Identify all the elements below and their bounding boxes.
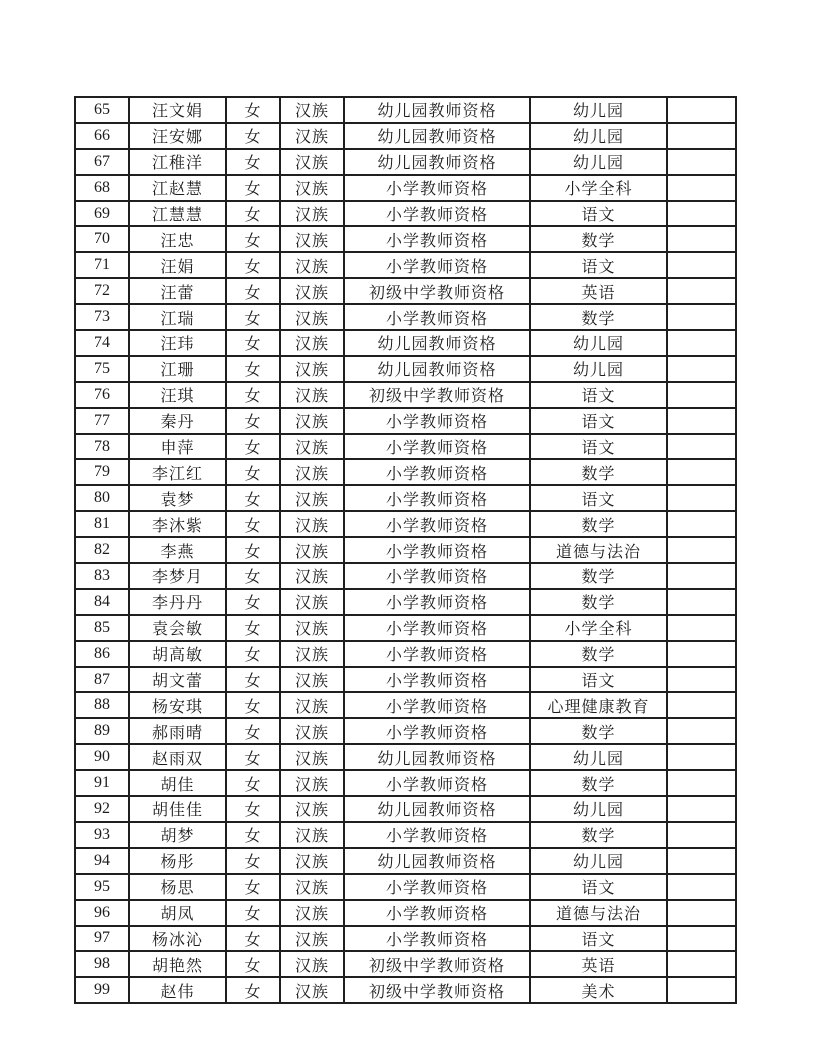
table-row [75, 977, 736, 1003]
remark-cell [667, 951, 736, 977]
remark-cell [667, 563, 736, 589]
ethnicity-cell: 汉族 [280, 226, 344, 252]
table-row [75, 382, 736, 408]
gender-cell: 女 [226, 278, 280, 304]
subject-cell: 幼儿园 [530, 744, 667, 770]
qualification-type-cell: 幼儿园教师资格 [344, 744, 530, 770]
qualification-type-cell: 幼儿园教师资格 [344, 330, 530, 356]
qualification-type-cell: 初级中学教师资格 [344, 951, 530, 977]
name-cell: 江赵慧 [129, 175, 226, 201]
gender-cell: 女 [226, 977, 280, 1003]
serial-number-cell: 72 [75, 278, 129, 304]
ethnicity-cell: 汉族 [280, 589, 344, 615]
gender-cell: 女 [226, 563, 280, 589]
qualification-type-cell: 小学教师资格 [344, 201, 530, 227]
table-row [75, 408, 736, 434]
name-cell: 赵雨双 [129, 744, 226, 770]
ethnicity-cell: 汉族 [280, 615, 344, 641]
qualification-type-cell: 小学教师资格 [344, 459, 530, 485]
remark-cell [667, 926, 736, 952]
subject-cell: 小学全科 [530, 175, 667, 201]
gender-cell: 女 [226, 615, 280, 641]
gender-cell: 女 [226, 511, 280, 537]
ethnicity-cell: 汉族 [280, 874, 344, 900]
subject-cell: 幼儿园 [530, 848, 667, 874]
gender-cell: 女 [226, 589, 280, 615]
name-cell: 汪安娜 [129, 123, 226, 149]
subject-cell: 语文 [530, 408, 667, 434]
serial-number-cell: 81 [75, 511, 129, 537]
subject-cell: 语文 [530, 874, 667, 900]
subject-cell: 数学 [530, 589, 667, 615]
gender-cell: 女 [226, 382, 280, 408]
table-row [75, 330, 736, 356]
name-cell: 袁梦 [129, 485, 226, 511]
gender-cell: 女 [226, 97, 280, 123]
serial-number-cell: 88 [75, 692, 129, 718]
ethnicity-cell: 汉族 [280, 408, 344, 434]
name-cell: 杨安琪 [129, 692, 226, 718]
table-row [75, 459, 736, 485]
subject-cell: 数学 [530, 822, 667, 848]
serial-number-cell: 74 [75, 330, 129, 356]
qualification-type-cell: 小学教师资格 [344, 408, 530, 434]
name-cell: 胡佳 [129, 770, 226, 796]
remark-cell [667, 900, 736, 926]
serial-number-cell: 78 [75, 434, 129, 460]
name-cell: 李梦月 [129, 563, 226, 589]
qualification-type-cell: 初级中学教师资格 [344, 278, 530, 304]
qualification-type-cell: 小学教师资格 [344, 563, 530, 589]
qualification-type-cell: 小学教师资格 [344, 900, 530, 926]
table-row [75, 485, 736, 511]
table-row [75, 201, 736, 227]
qualification-type-cell: 小学教师资格 [344, 874, 530, 900]
serial-number-cell: 90 [75, 744, 129, 770]
ethnicity-cell: 汉族 [280, 175, 344, 201]
remark-cell [667, 382, 736, 408]
serial-number-cell: 84 [75, 589, 129, 615]
ethnicity-cell: 汉族 [280, 563, 344, 589]
qualification-type-cell: 小学教师资格 [344, 434, 530, 460]
qualification-type-cell: 幼儿园教师资格 [344, 848, 530, 874]
ethnicity-cell: 汉族 [280, 848, 344, 874]
qualification-type-cell: 幼儿园教师资格 [344, 796, 530, 822]
name-cell: 汪蕾 [129, 278, 226, 304]
serial-number-cell: 69 [75, 201, 129, 227]
serial-number-cell: 96 [75, 900, 129, 926]
serial-number-cell: 73 [75, 304, 129, 330]
name-cell: 申萍 [129, 434, 226, 460]
table-row [75, 149, 736, 175]
serial-number-cell: 87 [75, 667, 129, 693]
remark-cell [667, 718, 736, 744]
qualification-type-cell: 小学教师资格 [344, 667, 530, 693]
gender-cell: 女 [226, 201, 280, 227]
gender-cell: 女 [226, 667, 280, 693]
subject-cell: 心理健康教育 [530, 692, 667, 718]
table-row [75, 434, 736, 460]
table-row [75, 356, 736, 382]
gender-cell: 女 [226, 434, 280, 460]
remark-cell [667, 123, 736, 149]
qualification-type-cell: 初级中学教师资格 [344, 977, 530, 1003]
subject-cell: 幼儿园 [530, 97, 667, 123]
serial-number-cell: 85 [75, 615, 129, 641]
teacher-roster-table [74, 96, 737, 1004]
gender-cell: 女 [226, 459, 280, 485]
remark-cell [667, 615, 736, 641]
name-cell: 汪琪 [129, 382, 226, 408]
subject-cell: 幼儿园 [530, 796, 667, 822]
remark-cell [667, 485, 736, 511]
name-cell: 李江红 [129, 459, 226, 485]
ethnicity-cell: 汉族 [280, 796, 344, 822]
remark-cell [667, 796, 736, 822]
subject-cell: 幼儿园 [530, 330, 667, 356]
gender-cell: 女 [226, 848, 280, 874]
subject-cell: 英语 [530, 951, 667, 977]
table-row [75, 900, 736, 926]
ethnicity-cell: 汉族 [280, 692, 344, 718]
serial-number-cell: 94 [75, 848, 129, 874]
name-cell: 汪忠 [129, 226, 226, 252]
gender-cell: 女 [226, 149, 280, 175]
ethnicity-cell: 汉族 [280, 537, 344, 563]
qualification-type-cell: 幼儿园教师资格 [344, 97, 530, 123]
ethnicity-cell: 汉族 [280, 252, 344, 278]
table-row [75, 175, 736, 201]
ethnicity-cell: 汉族 [280, 459, 344, 485]
ethnicity-cell: 汉族 [280, 951, 344, 977]
name-cell: 杨冰沁 [129, 926, 226, 952]
name-cell: 胡凤 [129, 900, 226, 926]
subject-cell: 小学全科 [530, 615, 667, 641]
ethnicity-cell: 汉族 [280, 149, 344, 175]
gender-cell: 女 [226, 330, 280, 356]
serial-number-cell: 92 [75, 796, 129, 822]
qualification-type-cell: 小学教师资格 [344, 692, 530, 718]
table-row [75, 926, 736, 952]
table-row [75, 123, 736, 149]
subject-cell: 英语 [530, 278, 667, 304]
remark-cell [667, 744, 736, 770]
name-cell: 李燕 [129, 537, 226, 563]
ethnicity-cell: 汉族 [280, 926, 344, 952]
ethnicity-cell: 汉族 [280, 718, 344, 744]
serial-number-cell: 66 [75, 123, 129, 149]
serial-number-cell: 77 [75, 408, 129, 434]
table-row [75, 589, 736, 615]
table-row [75, 537, 736, 563]
subject-cell: 道德与法治 [530, 900, 667, 926]
name-cell: 汪文娟 [129, 97, 226, 123]
table-row [75, 252, 736, 278]
qualification-type-cell: 小学教师资格 [344, 615, 530, 641]
name-cell: 秦丹 [129, 408, 226, 434]
remark-cell [667, 175, 736, 201]
table-row [75, 874, 736, 900]
name-cell: 袁会敏 [129, 615, 226, 641]
table-row [75, 511, 736, 537]
name-cell: 赵伟 [129, 977, 226, 1003]
table-row [75, 615, 736, 641]
table-row [75, 226, 736, 252]
subject-cell: 语文 [530, 252, 667, 278]
gender-cell: 女 [226, 822, 280, 848]
gender-cell: 女 [226, 226, 280, 252]
remark-cell [667, 201, 736, 227]
table-row [75, 951, 736, 977]
serial-number-cell: 70 [75, 226, 129, 252]
serial-number-cell: 95 [75, 874, 129, 900]
gender-cell: 女 [226, 796, 280, 822]
subject-cell: 数学 [530, 641, 667, 667]
ethnicity-cell: 汉族 [280, 667, 344, 693]
table-row [75, 848, 736, 874]
table-row [75, 304, 736, 330]
remark-cell [667, 874, 736, 900]
roster-table-body [75, 97, 736, 1003]
subject-cell: 语文 [530, 201, 667, 227]
qualification-type-cell: 小学教师资格 [344, 926, 530, 952]
gender-cell: 女 [226, 175, 280, 201]
gender-cell: 女 [226, 951, 280, 977]
gender-cell: 女 [226, 718, 280, 744]
subject-cell: 幼儿园 [530, 123, 667, 149]
ethnicity-cell: 汉族 [280, 330, 344, 356]
serial-number-cell: 67 [75, 149, 129, 175]
remark-cell [667, 97, 736, 123]
ethnicity-cell: 汉族 [280, 485, 344, 511]
name-cell: 胡高敏 [129, 641, 226, 667]
serial-number-cell: 89 [75, 718, 129, 744]
serial-number-cell: 76 [75, 382, 129, 408]
name-cell: 杨彤 [129, 848, 226, 874]
subject-cell: 幼儿园 [530, 149, 667, 175]
remark-cell [667, 356, 736, 382]
remark-cell [667, 459, 736, 485]
serial-number-cell: 68 [75, 175, 129, 201]
gender-cell: 女 [226, 692, 280, 718]
qualification-type-cell: 小学教师资格 [344, 304, 530, 330]
qualification-type-cell: 小学教师资格 [344, 641, 530, 667]
subject-cell: 道德与法治 [530, 537, 667, 563]
subject-cell: 数学 [530, 770, 667, 796]
remark-cell [667, 304, 736, 330]
gender-cell: 女 [226, 304, 280, 330]
serial-number-cell: 97 [75, 926, 129, 952]
qualification-type-cell: 小学教师资格 [344, 485, 530, 511]
serial-number-cell: 65 [75, 97, 129, 123]
ethnicity-cell: 汉族 [280, 382, 344, 408]
gender-cell: 女 [226, 641, 280, 667]
remark-cell [667, 408, 736, 434]
subject-cell: 数学 [530, 563, 667, 589]
serial-number-cell: 99 [75, 977, 129, 1003]
qualification-type-cell: 小学教师资格 [344, 252, 530, 278]
qualification-type-cell: 幼儿园教师资格 [344, 123, 530, 149]
subject-cell: 数学 [530, 511, 667, 537]
serial-number-cell: 91 [75, 770, 129, 796]
qualification-type-cell: 小学教师资格 [344, 770, 530, 796]
name-cell: 胡佳佳 [129, 796, 226, 822]
qualification-type-cell: 小学教师资格 [344, 589, 530, 615]
serial-number-cell: 80 [75, 485, 129, 511]
remark-cell [667, 226, 736, 252]
subject-cell: 语文 [530, 382, 667, 408]
subject-cell: 语文 [530, 485, 667, 511]
qualification-type-cell: 初级中学教师资格 [344, 382, 530, 408]
qualification-type-cell: 小学教师资格 [344, 822, 530, 848]
remark-cell [667, 667, 736, 693]
name-cell: 江慧慧 [129, 201, 226, 227]
name-cell: 汪玮 [129, 330, 226, 356]
gender-cell: 女 [226, 356, 280, 382]
subject-cell: 语文 [530, 667, 667, 693]
name-cell: 江珊 [129, 356, 226, 382]
gender-cell: 女 [226, 123, 280, 149]
gender-cell: 女 [226, 252, 280, 278]
serial-number-cell: 83 [75, 563, 129, 589]
qualification-type-cell: 小学教师资格 [344, 511, 530, 537]
gender-cell: 女 [226, 926, 280, 952]
subject-cell: 数学 [530, 718, 667, 744]
qualification-type-cell: 幼儿园教师资格 [344, 356, 530, 382]
ethnicity-cell: 汉族 [280, 770, 344, 796]
name-cell: 胡艳然 [129, 951, 226, 977]
serial-number-cell: 75 [75, 356, 129, 382]
remark-cell [667, 330, 736, 356]
serial-number-cell: 79 [75, 459, 129, 485]
subject-cell: 语文 [530, 434, 667, 460]
table-row [75, 641, 736, 667]
ethnicity-cell: 汉族 [280, 434, 344, 460]
ethnicity-cell: 汉族 [280, 744, 344, 770]
ethnicity-cell: 汉族 [280, 304, 344, 330]
qualification-type-cell: 小学教师资格 [344, 226, 530, 252]
remark-cell [667, 692, 736, 718]
table-row [75, 796, 736, 822]
name-cell: 李丹丹 [129, 589, 226, 615]
table-row [75, 744, 736, 770]
qualification-type-cell: 幼儿园教师资格 [344, 149, 530, 175]
table-row [75, 97, 736, 123]
name-cell: 郝雨晴 [129, 718, 226, 744]
gender-cell: 女 [226, 408, 280, 434]
gender-cell: 女 [226, 900, 280, 926]
table-row [75, 770, 736, 796]
table-row [75, 822, 736, 848]
subject-cell: 语文 [530, 926, 667, 952]
table-row [75, 278, 736, 304]
remark-cell [667, 641, 736, 667]
serial-number-cell: 82 [75, 537, 129, 563]
subject-cell: 数学 [530, 226, 667, 252]
qualification-type-cell: 小学教师资格 [344, 718, 530, 744]
gender-cell: 女 [226, 874, 280, 900]
table-row [75, 692, 736, 718]
ethnicity-cell: 汉族 [280, 511, 344, 537]
remark-cell [667, 537, 736, 563]
remark-cell [667, 770, 736, 796]
ethnicity-cell: 汉族 [280, 201, 344, 227]
subject-cell: 数学 [530, 304, 667, 330]
qualification-type-cell: 小学教师资格 [344, 175, 530, 201]
subject-cell: 美术 [530, 977, 667, 1003]
remark-cell [667, 252, 736, 278]
table-row [75, 667, 736, 693]
gender-cell: 女 [226, 770, 280, 796]
serial-number-cell: 71 [75, 252, 129, 278]
remark-cell [667, 589, 736, 615]
remark-cell [667, 149, 736, 175]
remark-cell [667, 434, 736, 460]
remark-cell [667, 511, 736, 537]
name-cell: 江稚洋 [129, 149, 226, 175]
remark-cell [667, 977, 736, 1003]
ethnicity-cell: 汉族 [280, 900, 344, 926]
name-cell: 杨思 [129, 874, 226, 900]
gender-cell: 女 [226, 744, 280, 770]
serial-number-cell: 86 [75, 641, 129, 667]
subject-cell: 数学 [530, 459, 667, 485]
name-cell: 汪娟 [129, 252, 226, 278]
table-row [75, 563, 736, 589]
name-cell: 胡梦 [129, 822, 226, 848]
qualification-type-cell: 小学教师资格 [344, 537, 530, 563]
ethnicity-cell: 汉族 [280, 123, 344, 149]
ethnicity-cell: 汉族 [280, 641, 344, 667]
name-cell: 胡文蕾 [129, 667, 226, 693]
name-cell: 李沐紫 [129, 511, 226, 537]
ethnicity-cell: 汉族 [280, 356, 344, 382]
ethnicity-cell: 汉族 [280, 977, 344, 1003]
ethnicity-cell: 汉族 [280, 278, 344, 304]
remark-cell [667, 822, 736, 848]
remark-cell [667, 848, 736, 874]
remark-cell [667, 278, 736, 304]
name-cell: 江瑞 [129, 304, 226, 330]
serial-number-cell: 98 [75, 951, 129, 977]
gender-cell: 女 [226, 485, 280, 511]
gender-cell: 女 [226, 537, 280, 563]
ethnicity-cell: 汉族 [280, 822, 344, 848]
serial-number-cell: 93 [75, 822, 129, 848]
subject-cell: 幼儿园 [530, 356, 667, 382]
table-row [75, 718, 736, 744]
ethnicity-cell: 汉族 [280, 97, 344, 123]
